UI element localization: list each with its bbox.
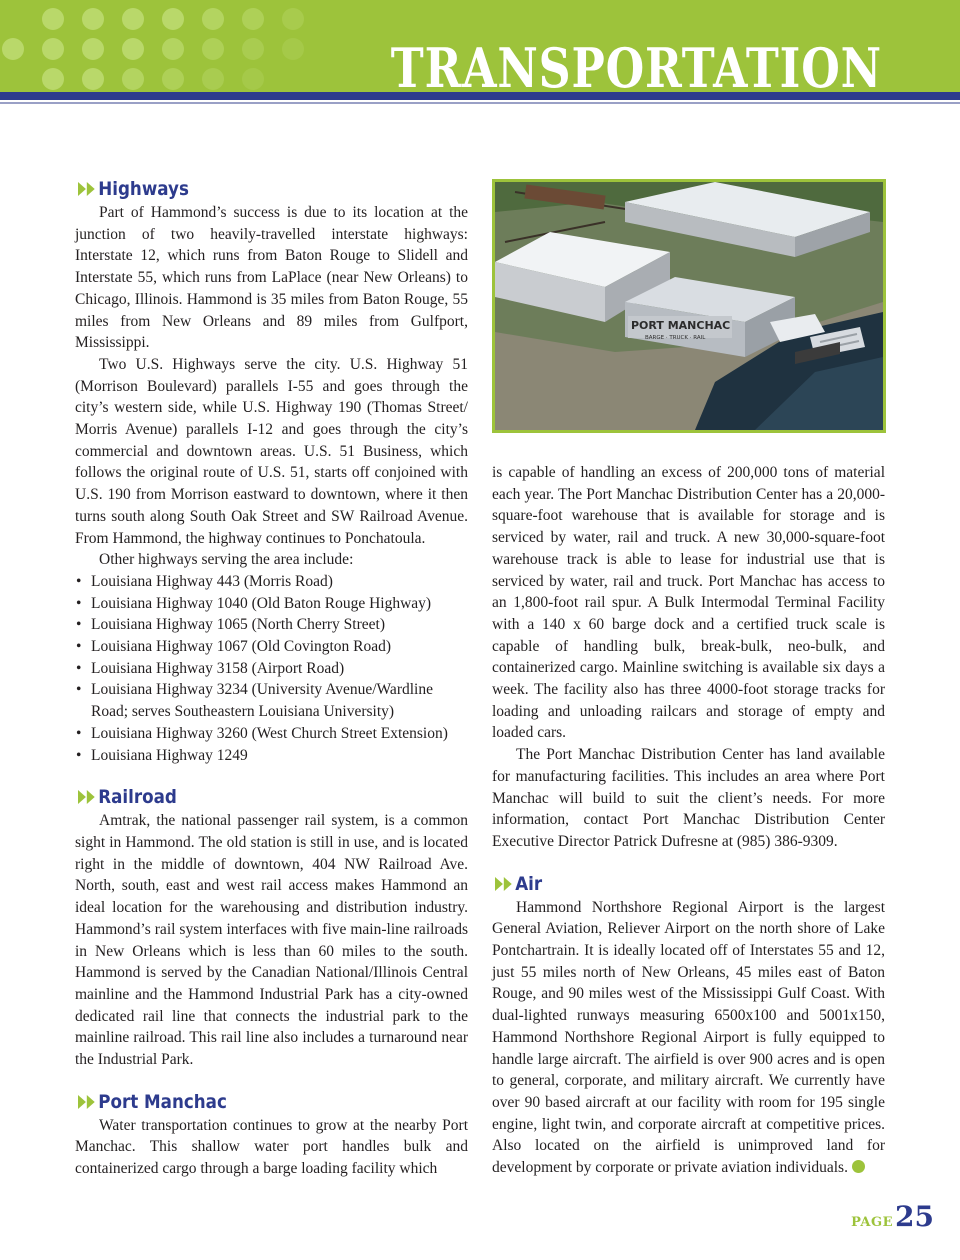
header-rule-thin	[0, 102, 960, 104]
photo-sign-main: PORT MANCHAC	[631, 319, 731, 332]
port-paragraph-1-continued: is capable of handling an excess of 200,000 tons of material each year. The Port Manchac Distribution Center has a 20,000-square-foot warehouse that is available for storage and is serviced by water, rail and truck. A new 30,000-square-foot warehouse track is able to lease for industrial use that is serviced by water, rail and truck. Port Manchac has access to an 1,800-foot rail spur. A Bulk Intermodal Terminal Facility with a 140 x 60 barge dock and a certified truck scale is capable of handling bulk, break-bulk, neo-bulk, and containerized cargo. Mainline switching is available six days a week. The facility also has three 4000-foot storage tracks for loading and unloading railcars and storage of empty and loaded cars.	[492, 464, 885, 742]
decorative-dots	[0, 0, 420, 92]
highways-paragraph-2: Two U.S. Highways serve the city. U.S. Highway 51 (Morrison Boulevard) parallels I-55 and goes through the city’s western side, while U.S. Highway 190 (Thomas Street/ Morris Avenue) parallels I-12 and goes through the city’s commercial and downtown areas. U.S. 51 Business, which follows the original route of U.S. 51, starts off conjoined with U.S. 190 from Morrison eastward to downtown, where it then turns south along South Oak Street and SW Railroad Avenue. From Hammond, the highway continues to Ponchatoula.	[75, 355, 468, 547]
section-heading-air: Air	[495, 871, 838, 897]
header-band	[0, 0, 960, 92]
port-paragraph-1-start: Water transportation continues to grow at the nearby Port Manchac. This shallow water port handles bulk and containerized cargo through a barge loading facility which	[75, 1116, 468, 1178]
list-item: • Louisiana Highway 3234 (University Avenue/Wardline Road; serves Southeastern Louisiana University)	[75, 679, 468, 722]
end-mark-icon	[852, 1160, 865, 1173]
port-manchac-photo	[492, 179, 886, 433]
railroad-paragraph: Amtrak, the national passenger rail system, is a common sight in Hammond. The old station is still in use, and is located right in the middle of downtown, 404 NW Railroad Ave. North, south, east and west rail access makes Hammond an ideal location for the warehousing and distribution industry. Hammond’s rail system interfaces with five main-line railroads in New Orleans which is less than 60 miles to the south. Hammond is served by the Canadian National/Illinois Central mainline and the Hammond Industrial Park has a city-owned dedicated rail line that connects the industrial park to the mainline railroad. This rail line also includes a turnaround near the Industrial Park.	[75, 812, 468, 1069]
air-paragraph: Hammond Northshore Regional Airport is the largest General Aviation, Reliever Airport on the north shore of Lake Pontchartrain. It is ideally located off of Interstates 55 and 12, just 55 miles north of New Orleans, 45 miles east of Baton Rouge, and 90 miles west of the Mississippi Gulf Coast. With dual-lighted runways measuring 6500x100 and 5001x150, Hammond Northshore Regional Airport is fully equipped to handle large aircraft. The airfield is over 900 acres and is open to general, corporate, and military aircraft. We currently have over 90 based aircraft at our facility with room for 195 single engine, light twin, and corporate aircraft at competitive prices. Also located on the airfield is unimproved land for development by corporate or private aviation individuals.	[492, 898, 885, 1177]
list-item: • Louisiana Highway 3260 (West Church Street Extension)	[75, 723, 468, 745]
section-heading-port-manchac: Port Manchac	[78, 1089, 421, 1115]
section-heading-highways: Highways	[78, 176, 421, 202]
right-column	[492, 462, 885, 1179]
list-item: • Louisiana Highway 3158 (Airport Road)	[75, 658, 468, 680]
page-label: PAGE	[851, 1215, 894, 1230]
highways-paragraph-3: Other highways serving the area include:	[99, 551, 354, 569]
list-item: • Louisiana Highway 443 (Morris Road)	[75, 571, 468, 593]
page-number-value: 25	[895, 1200, 934, 1233]
page-number	[851, 1200, 934, 1233]
list-item: • Louisiana Highway 1065 (North Cherry Street)	[75, 614, 468, 636]
section-heading-railroad: Railroad	[78, 784, 421, 810]
highways-paragraph-1: Part of Hammond’s success is due to its location at the junction of two heavily-travelled interstate highways: Interstate 12, which runs from Baton Rouge to Slidell and Interstate 55, which runs from LaPlace (near New Orleans) to Chicago, Illinois. Hammond is 35 miles from Baton Rouge, 55 miles from New Orleans and 89 miles from Gulfport, Mississippi.	[75, 204, 468, 352]
highway-list	[75, 571, 468, 766]
header-rule	[0, 92, 960, 100]
double-arrow-icon	[495, 877, 513, 891]
list-item: • Louisiana Highway 1040 (Old Baton Rouge Highway)	[75, 593, 468, 615]
photo-sign-sub: BARGE · TRUCK · RAIL	[645, 335, 706, 341]
page-title: TRANSPORTATION	[390, 36, 882, 92]
left-column	[75, 176, 468, 1180]
double-arrow-icon	[78, 1095, 96, 1109]
double-arrow-icon	[78, 790, 96, 804]
list-item: • Louisiana Highway 1249	[75, 745, 468, 767]
list-item: • Louisiana Highway 1067 (Old Covington Road)	[75, 636, 468, 658]
port-paragraph-2: The Port Manchac Distribution Center has land available for manufacturing facilities. This includes an area where Port Manchac will build to suit the client’s needs. For more information, contact Port Manchac Distribution Center Executive Director Patrick Dufresne at (985) 386-9309.	[492, 746, 885, 850]
double-arrow-icon	[78, 182, 96, 196]
